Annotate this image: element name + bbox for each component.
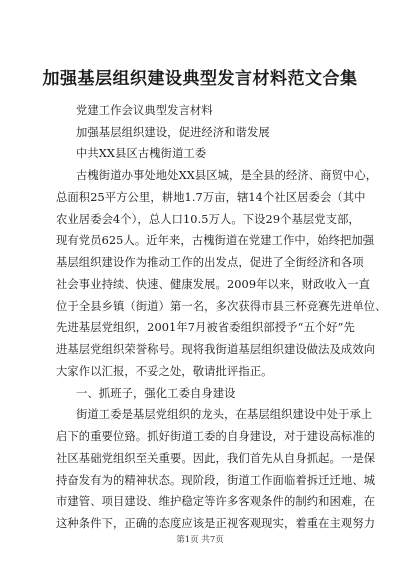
- paragraph-line: 社区基础党组织至关重要。因此，我们首先从自身抓起。一是保: [56, 452, 376, 465]
- paragraph-line: 总面积25平方公里，耕地1.7万亩，辖14个社区居委会（其中: [56, 191, 366, 204]
- paragraph-line: 中共XX县区古槐街道工委: [76, 147, 207, 160]
- paragraph-line: 进基层党组织荣誉称号。现将我街道基层组织建设做法及成效向: [56, 343, 376, 356]
- paragraph-line: 大家作以汇报，不妥之处，敬请批评指正。: [56, 365, 273, 378]
- paragraph-line: 基层组织建设作为推动工作的出发点，促进了全街经济和各项: [56, 256, 364, 269]
- paragraph-line: 市建管、项目建设、维护稳定等许多客观条件的制约和困难，在: [56, 495, 376, 508]
- paragraph-line: 现有党员625人。近年来，古槐街道在党建工作中，始终把加强: [56, 234, 375, 247]
- paragraph-line: 这种条件下，正确的态度应该是正视客观现实，着重在主观努力: [56, 517, 376, 530]
- paragraph-line: 先进基层党组织，2001年7月被省委组织部授予“五个好”先: [56, 321, 355, 334]
- paragraph-line: 党建工作会议典型发言材料: [76, 104, 213, 117]
- page-footer: 第1页 共7页: [176, 535, 224, 545]
- paragraph-line: 持奋发有为的精神状态。现阶段，街道工作面临着拆迁迁地、城: [56, 474, 376, 487]
- paragraph-line: 加强基层组织建设，促进经济和谐发展: [76, 126, 270, 139]
- section-heading: 一、抓班子，强化工委自身建设: [76, 387, 236, 400]
- paragraph-line: 启下的重要位臵。抓好街道工委的自身建设，对于建设高标准的: [56, 430, 376, 443]
- paragraph-line: 古槐街道办事处地处XX县区城，是全县的经济、商贸中心，: [76, 169, 378, 182]
- paragraph-line: 位于全县乡镇（街道）第一名，多次获得市县三杯竞赛先进单位、: [56, 300, 387, 313]
- document-title: 加强基层组织建设典型发言材料范文合集: [42, 69, 358, 89]
- paragraph-line: 农业居委会4个），总人口10.5万人。下设29个基层党支部，: [56, 213, 360, 226]
- paragraph-line: 社会事业持续、快速、健康发展。2009年以来，财政收入一直: [56, 278, 371, 291]
- paragraph-line: 街道工委是基层党组织的龙头，在基层组织建设中处于承上: [76, 408, 373, 421]
